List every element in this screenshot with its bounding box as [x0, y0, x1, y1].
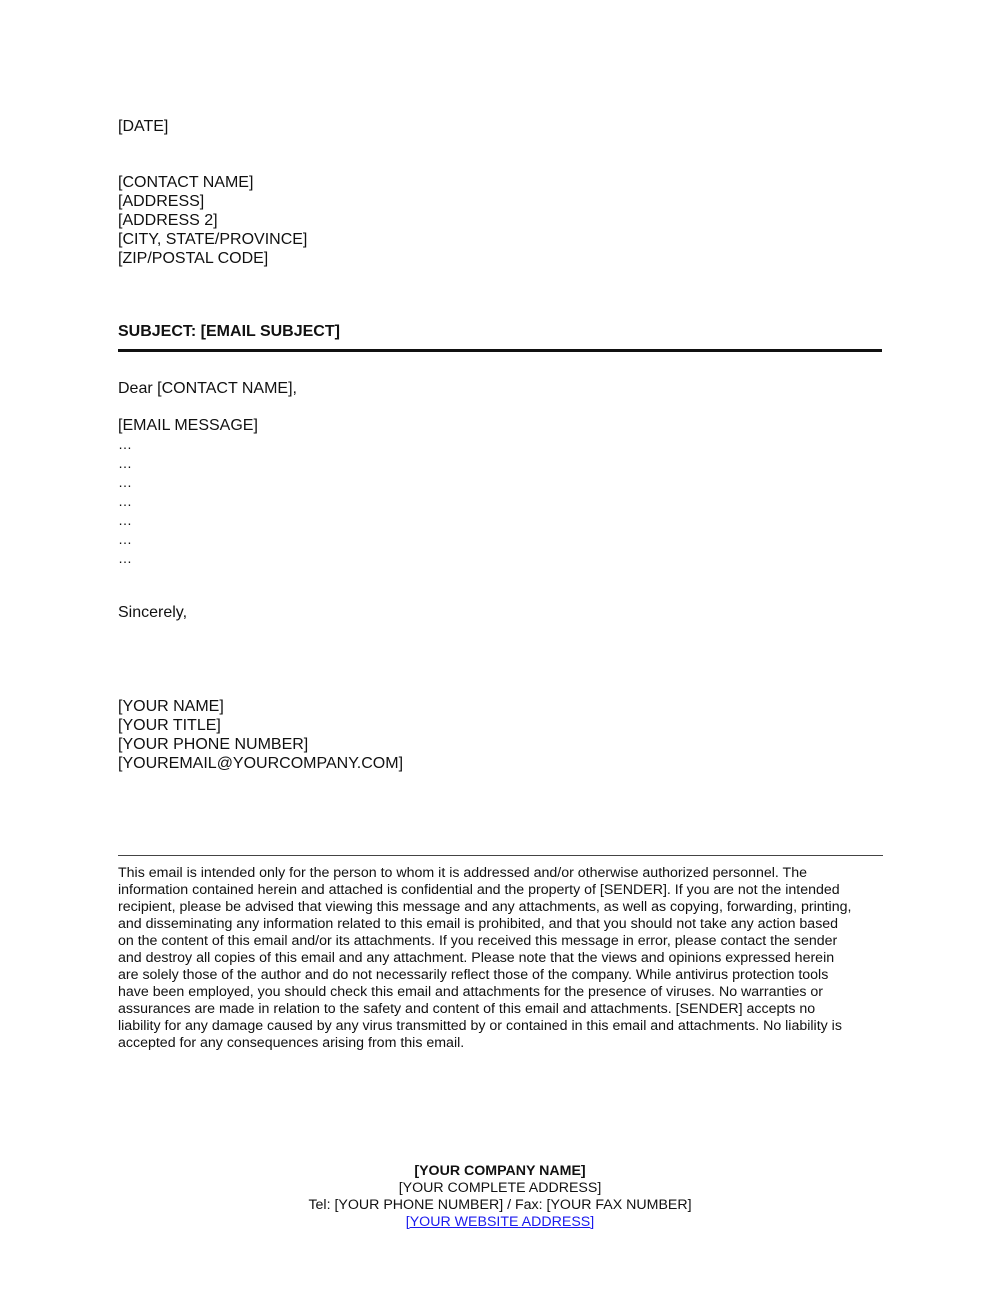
- recipient-address-2: [ADDRESS 2]: [118, 212, 218, 229]
- recipient-zip: [ZIP/POSTAL CODE]: [118, 250, 269, 267]
- date-field: [DATE]: [118, 118, 169, 135]
- message-placeholder: [EMAIL MESSAGE]: [118, 417, 258, 434]
- recipient-contact-name: [CONTACT NAME]: [118, 174, 254, 191]
- disclaimer-line: liability for any damage caused by any virus transmitted by or contained in this email and attachments. No liability is: [118, 1018, 842, 1034]
- ellipsis-line: …: [118, 474, 132, 490]
- ellipsis-line: …: [118, 455, 132, 471]
- salutation: Dear [CONTACT NAME],: [118, 380, 297, 397]
- disclaimer-line: on the content of this email and/or its attachments. If you received this message in error, please contact the sender: [118, 933, 838, 949]
- sender-name: [YOUR NAME]: [118, 698, 224, 715]
- disclaimer-line: This email is intended only for the person to whom it is addressed and/or otherwise authorized personnel. The: [118, 865, 808, 881]
- company-address: [YOUR COMPLETE ADDRESS]: [398, 1180, 602, 1196]
- sender-email: [YOUREMAIL@YOURCOMPANY.COM]: [118, 755, 404, 772]
- disclaimer-line: assurances are made in relation to the safety and content of this email and attachments. [SENDER] accepts no: [118, 1001, 816, 1017]
- ellipsis-line: …: [118, 493, 132, 509]
- confidentiality-disclaimer: [118, 865, 888, 1052]
- disclaimer-line: recipient, please be advised that viewing this message and any attachments, as well as copying, forwarding, printing,: [118, 899, 852, 915]
- message-body: [118, 416, 258, 568]
- sender-title: [YOUR TITLE]: [118, 717, 221, 734]
- recipient-address-block: [118, 173, 307, 268]
- ellipsis-line: …: [118, 531, 132, 547]
- closing: Sincerely,: [118, 604, 188, 621]
- signature-block: [118, 697, 403, 773]
- ellipsis-line: …: [118, 550, 132, 566]
- subject-divider: [118, 349, 882, 352]
- ellipsis-line: …: [118, 436, 132, 452]
- company-contact: Tel: [YOUR PHONE NUMBER] / Fax: [YOUR FAX NUMBER]: [308, 1197, 692, 1213]
- ellipsis-line: …: [118, 512, 132, 528]
- disclaimer-line: and disseminating any information related to this email is prohibited, and that you should not take any action based: [118, 916, 839, 932]
- disclaimer-divider: [118, 855, 883, 856]
- company-name: [YOUR COMPANY NAME]: [414, 1163, 586, 1179]
- sender-phone: [YOUR PHONE NUMBER]: [118, 736, 309, 753]
- company-footer: [0, 1163, 1000, 1231]
- disclaimer-line: and destroy all copies of this email and any attachment. Please note that the views and opinions expressed herein: [118, 950, 835, 966]
- disclaimer-line: have been employed, you should check this email and attachments for the presence of viruses. No warranties or: [118, 984, 824, 1000]
- recipient-city-state: [CITY, STATE/PROVINCE]: [118, 231, 308, 248]
- email-subject: SUBJECT: [EMAIL SUBJECT]: [118, 323, 340, 340]
- disclaimer-line: are solely those of the author and do not necessarily reflect those of the company. While antivirus protection tools: [118, 967, 829, 983]
- company-website-link[interactable]: [YOUR WEBSITE ADDRESS]: [405, 1214, 595, 1230]
- recipient-address: [ADDRESS]: [118, 193, 205, 210]
- disclaimer-line: accepted for any consequences arising from this email.: [118, 1035, 465, 1051]
- disclaimer-line: information contained herein and attached is confidential and the property of [SENDER]. If you are not the intended: [118, 882, 840, 898]
